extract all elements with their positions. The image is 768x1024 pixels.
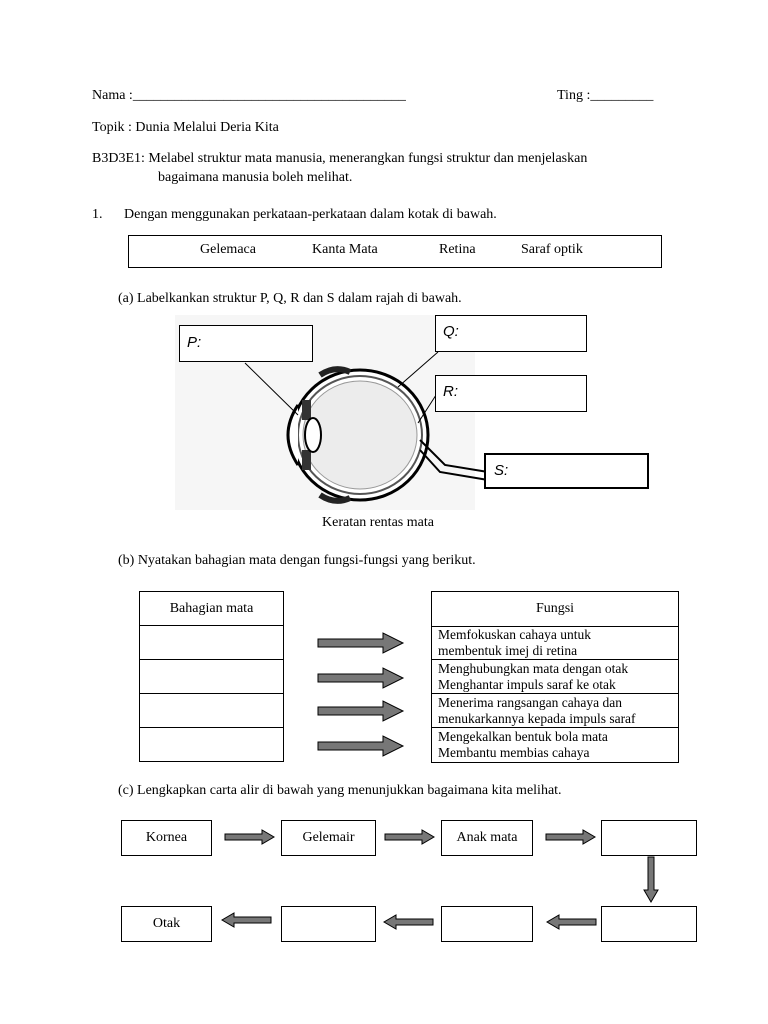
word-bank-box	[128, 235, 662, 268]
name-field-label: Nama :_______________________________________	[92, 88, 406, 103]
flow-answer-box[interactable]	[601, 906, 697, 942]
answer-cell-1[interactable]	[139, 625, 284, 660]
left-table-header	[139, 591, 284, 626]
class-field-label: Ting :_________	[557, 88, 654, 103]
function-text: Membantu membias cahaya	[438, 745, 590, 760]
function-row	[432, 694, 678, 728]
right-arrow-icon	[317, 735, 405, 757]
iris-lower-shape	[302, 450, 311, 470]
down-arrow-icon	[643, 856, 659, 904]
question-number: 1.	[92, 207, 103, 222]
word-bank-item: Saraf optik	[521, 242, 583, 257]
label-r: R:	[443, 383, 458, 400]
flow-label: Otak	[152, 916, 181, 931]
function-row	[432, 660, 678, 694]
diagram-caption: Keratan rentas mata	[322, 515, 434, 530]
flow-box-anak-mata	[441, 820, 533, 856]
word-bank-item: Gelemaca	[200, 242, 256, 257]
function-text: Menghantar impuls saraf ke otak	[438, 677, 616, 692]
right-arrow-icon	[317, 700, 405, 722]
label-box-q[interactable]	[435, 315, 587, 352]
answer-cell-3[interactable]	[139, 693, 284, 728]
flow-box-gelemair	[281, 820, 376, 856]
right-arrow-icon	[317, 632, 405, 654]
function-text: Menerima rangsangan cahaya dan	[438, 695, 623, 710]
iris-upper-shape	[302, 400, 311, 420]
label-box-s[interactable]	[484, 453, 649, 489]
right-arrow-icon	[384, 829, 436, 845]
question-instruction: Dengan menggunakan perkataan-perkataan dalam kotak di bawah.	[124, 207, 497, 222]
answer-cell-4[interactable]	[139, 727, 284, 762]
left-arrow-icon	[220, 912, 272, 928]
function-row	[432, 728, 678, 762]
function-text: membentuk imej di retina	[438, 643, 578, 658]
right-header-label: Fungsi	[535, 601, 575, 616]
function-row	[432, 626, 678, 660]
left-arrow-icon	[545, 914, 597, 930]
word-bank-item: Kanta Mata	[312, 242, 378, 257]
left-arrow-icon	[382, 914, 434, 930]
label-q: Q:	[443, 323, 459, 340]
objective-line-2: bagaimana manusia boleh melihat.	[158, 170, 353, 185]
function-text: Mengekalkan bentuk bola mata	[438, 729, 608, 744]
flow-label: Kornea	[145, 830, 188, 845]
part-b-instruction: (b) Nyatakan bahagian mata dengan fungsi-fungsi yang berikut.	[118, 553, 476, 568]
flow-box-otak	[121, 906, 212, 942]
flow-label: Gelemair	[302, 830, 355, 845]
part-a-instruction: (a) Labelkankan struktur P, Q, R dan S dalam rajah di bawah.	[118, 291, 462, 306]
right-table-header	[432, 592, 678, 627]
right-arrow-icon	[317, 667, 405, 689]
function-table	[431, 591, 679, 763]
function-text: menukarkannya kepada impuls saraf	[438, 711, 636, 726]
flow-box-kornea	[121, 820, 212, 856]
label-box-p[interactable]	[179, 325, 313, 362]
label-p: P:	[187, 334, 202, 351]
flow-answer-box[interactable]	[281, 906, 376, 942]
function-text: Memfokuskan cahaya untuk	[438, 627, 591, 642]
label-s: S:	[494, 462, 509, 479]
right-arrow-icon	[545, 829, 597, 845]
label-box-r[interactable]	[435, 375, 587, 412]
objective-line-1: B3D3E1: Melabel struktur mata manusia, menerangkan fungsi struktur dan menjelaskan	[92, 151, 588, 166]
flow-answer-box[interactable]	[441, 906, 533, 942]
left-header-label: Bahagian mata	[169, 601, 254, 616]
right-arrow-icon	[224, 829, 276, 845]
part-c-instruction: (c) Lengkapkan carta alir di bawah yang menunjukkan bagaimana kita melihat.	[118, 783, 562, 798]
topic-line: Topik : Dunia Melalui Deria Kita	[92, 120, 279, 135]
word-bank-item: Retina	[439, 242, 476, 257]
function-text: Menghubungkan mata dengan otak	[438, 661, 629, 676]
answer-cell-2[interactable]	[139, 659, 284, 694]
flow-label: Anak mata	[456, 830, 518, 845]
flow-answer-box[interactable]	[601, 820, 697, 856]
lens-shape	[305, 418, 321, 452]
